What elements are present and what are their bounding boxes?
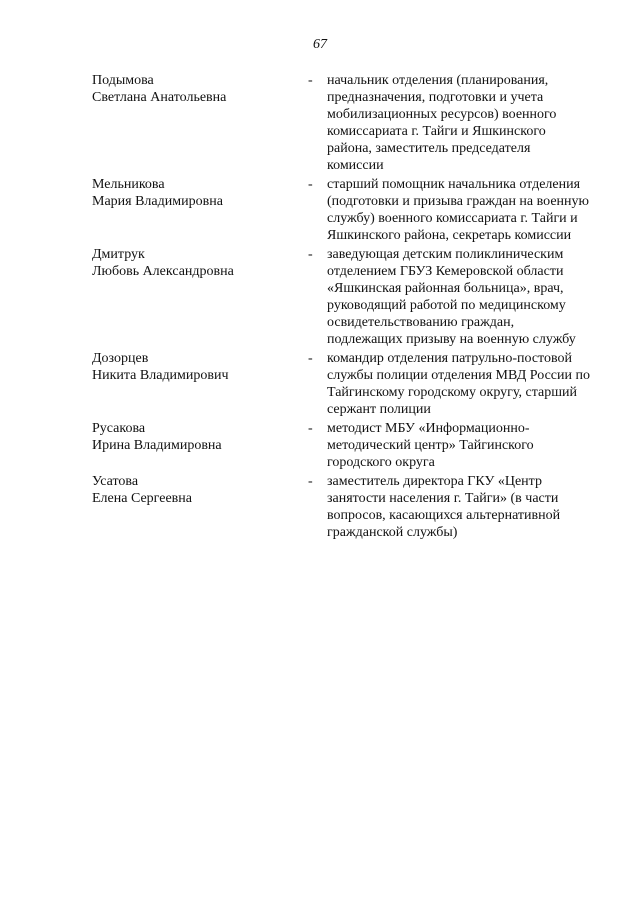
member-surname: Дмитрук — [92, 247, 145, 262]
member-entry — [0, 420, 640, 471]
dash-separator: - — [308, 247, 313, 262]
member-given-names: Любовь Александровна — [92, 264, 234, 279]
dash-separator: - — [308, 177, 313, 192]
member-surname: Усатова — [92, 474, 139, 489]
dash-separator: - — [308, 421, 313, 436]
member-name — [92, 350, 302, 384]
dash-separator: - — [308, 351, 313, 366]
member-name — [92, 420, 302, 454]
member-name — [92, 473, 302, 507]
member-surname: Дозорцев — [92, 351, 149, 366]
member-given-names: Никита Владимирович — [92, 368, 229, 383]
commission-member-list — [0, 72, 640, 541]
member-entry — [0, 350, 640, 418]
member-name — [92, 176, 302, 210]
member-entry — [0, 473, 640, 541]
member-surname: Русакова — [92, 421, 146, 436]
member-entry — [0, 246, 640, 348]
page-number: 67 — [313, 37, 327, 52]
member-surname: Мельникова — [92, 177, 165, 192]
member-role: заместитель директора ГКУ «Центр занятости населения г. Тайги» (в части вопросов, касающихся альтернативной гражданской службы) — [327, 474, 561, 540]
member-given-names: Светлана Анатольевна — [92, 90, 227, 105]
dash-separator: - — [308, 474, 313, 489]
member-role: старший помощник начальника отделения (подготовки и призыва граждан на военную службу) военного комиссариата г. Тайги и Яшкинского района, секретарь комиссии — [327, 177, 589, 243]
member-given-names: Ирина Владимировна — [92, 438, 222, 453]
member-entry — [0, 176, 640, 244]
member-role: заведующая детским поликлиническим отделением ГБУЗ Кемеровской области «Яшкинская районная больница», врач, руководящий работой по медицинскому освидетельствованию граждан, подлежащих призыву на военную службу — [327, 247, 576, 347]
member-given-names: Мария Владимировна — [92, 194, 223, 209]
member-given-names: Елена Сергеевна — [92, 491, 192, 506]
member-surname: Подымова — [92, 73, 154, 88]
member-name — [92, 72, 302, 106]
member-entry — [0, 72, 640, 174]
dash-separator: - — [308, 73, 313, 88]
member-role: начальник отделения (планирования, предназначения, подготовки и учета мобилизационных ресурсов) военного комиссариата г. Тайги и Яшкинского района, заместитель председателя комиссии — [327, 73, 557, 173]
member-role: командир отделения патрульно-постовой службы полиции отделения МВД России по Тайгинскому городскому округу, старший сержант полиции — [327, 351, 590, 417]
member-name — [92, 246, 302, 280]
member-role: методист МБУ «Информационно-методический центр» Тайгинского городского округа — [327, 421, 534, 470]
